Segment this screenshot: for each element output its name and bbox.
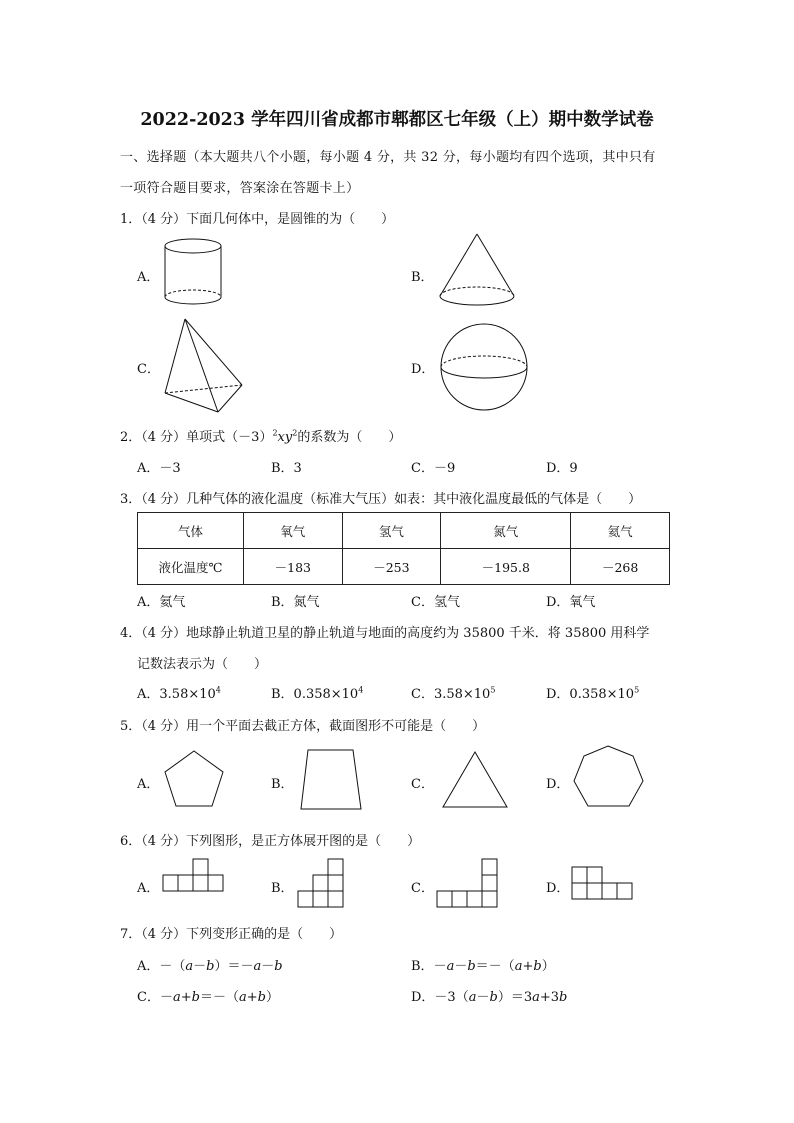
question-3-stem: 3．（4 分）几种气体的液化温度（标准大气压）如表：其中液化温度最低的气体是（ ）: [120, 492, 642, 507]
question-1-stem: 1．（4 分）下面几何体中，是圆锥的为（ ）: [120, 212, 395, 227]
question-7-stem: 7．（4 分）下列变形正确的是（ ）: [120, 927, 343, 942]
q3-option-a[interactable]: A．氦气: [137, 595, 186, 610]
q7-option-b[interactable]: B．－a－b＝－（a+b）: [411, 959, 555, 974]
cube-net-b-figure: [297, 858, 345, 908]
q1-option-c[interactable]: C．: [137, 362, 160, 377]
q4-option-c[interactable]: C．$3.58\times 10^5$: [411, 685, 496, 702]
q1-option-d[interactable]: D．: [411, 362, 435, 377]
table-cell: 氧气: [244, 513, 343, 549]
heptagon-figure: [571, 744, 645, 812]
q2-option-c[interactable]: C．－9: [411, 461, 456, 476]
table-cell: 气体: [138, 513, 244, 549]
q6-option-d[interactable]: D．: [546, 881, 570, 896]
cube-net-d-figure: [571, 866, 635, 902]
q2-option-b[interactable]: B．3: [271, 461, 302, 476]
q6-option-b[interactable]: B．: [271, 881, 294, 896]
q4-option-b[interactable]: B．$0.358\times 10^4$: [271, 685, 364, 702]
question-4-stem-line1: 4．（4 分）地球静止轨道卫星的静止轨道与地面的高度约为 35800 千米．将 35800 用科学: [120, 626, 650, 641]
table-cell: 氦气: [571, 513, 670, 549]
q7-option-a[interactable]: A．－（a－b）＝－a－b: [137, 959, 283, 974]
q2-option-d[interactable]: D．9: [546, 461, 578, 476]
q5-option-b[interactable]: B．: [271, 777, 294, 792]
question-4-stem-line2: 记数法表示为（ ）: [137, 657, 268, 672]
tetrahedron-figure: [160, 317, 245, 417]
q5-option-d[interactable]: D．: [546, 777, 570, 792]
cone-figure: [437, 232, 517, 312]
cube-net-c-figure: [436, 858, 500, 908]
table-cell: －268: [571, 549, 670, 585]
sphere-figure: [440, 323, 530, 413]
cylinder-figure: [160, 235, 230, 315]
q4-option-d[interactable]: D．$0.358\times 10^5$: [546, 685, 640, 702]
question-6-stem: 6．（4 分）下列图形，是正方体展开图的是（ ）: [120, 834, 421, 849]
page-title: 2022-2023 学年四川省成都市郫都区七年级（上）期中数学试卷: [140, 110, 654, 130]
table-cell: －195.8: [441, 549, 571, 585]
q7-option-d[interactable]: D．－3（a－b）＝3a+3b: [411, 990, 568, 1005]
q3-option-d[interactable]: D．氧气: [546, 595, 596, 610]
q6-option-c[interactable]: C．: [411, 881, 434, 896]
table-header-row: [138, 513, 670, 549]
table-cell: －183: [244, 549, 343, 585]
q2-option-a[interactable]: A．－3: [137, 461, 181, 476]
question-2-stem: 2．（4 分）单项式$(-3)^2xy^2$的系数为（ ）: [120, 428, 402, 445]
q3-option-c[interactable]: C．氢气: [411, 595, 460, 610]
pentagon-figure: [163, 749, 225, 809]
q1-option-b[interactable]: B．: [411, 270, 434, 285]
gas-temperature-table: [137, 512, 670, 585]
table-row: [138, 549, 670, 585]
q4-option-a[interactable]: A．$3.58\times 10^4$: [137, 685, 221, 702]
q1-option-a[interactable]: A．: [137, 270, 160, 285]
q6-option-a[interactable]: A．: [137, 881, 160, 896]
question-5-stem: 5．（4 分）用一个平面去截正方体，截面图形不可能是（ ）: [120, 719, 486, 734]
table-cell: 氮气: [441, 513, 571, 549]
q3-option-b[interactable]: B．氮气: [271, 595, 320, 610]
q5-option-c[interactable]: C．: [411, 777, 434, 792]
q5-option-a[interactable]: A．: [137, 777, 160, 792]
trapezoid-figure: [299, 748, 363, 812]
table-cell: 氢气: [342, 513, 441, 549]
section-heading-line2: 一项符合题目要求，答案涂在答题卡上）: [120, 181, 360, 196]
q7-option-c[interactable]: C．－a+b＝－（a+b）: [137, 990, 279, 1005]
table-cell: －253: [342, 549, 441, 585]
cube-net-a-figure: [162, 858, 226, 894]
triangle-figure: [441, 750, 509, 810]
table-cell: 液化温度℃: [138, 549, 244, 585]
section-heading-line1: 一、选择题（本大题共八个小题，每小题 4 分，共 32 分，每小题均有四个选项，其中只有: [120, 150, 656, 165]
